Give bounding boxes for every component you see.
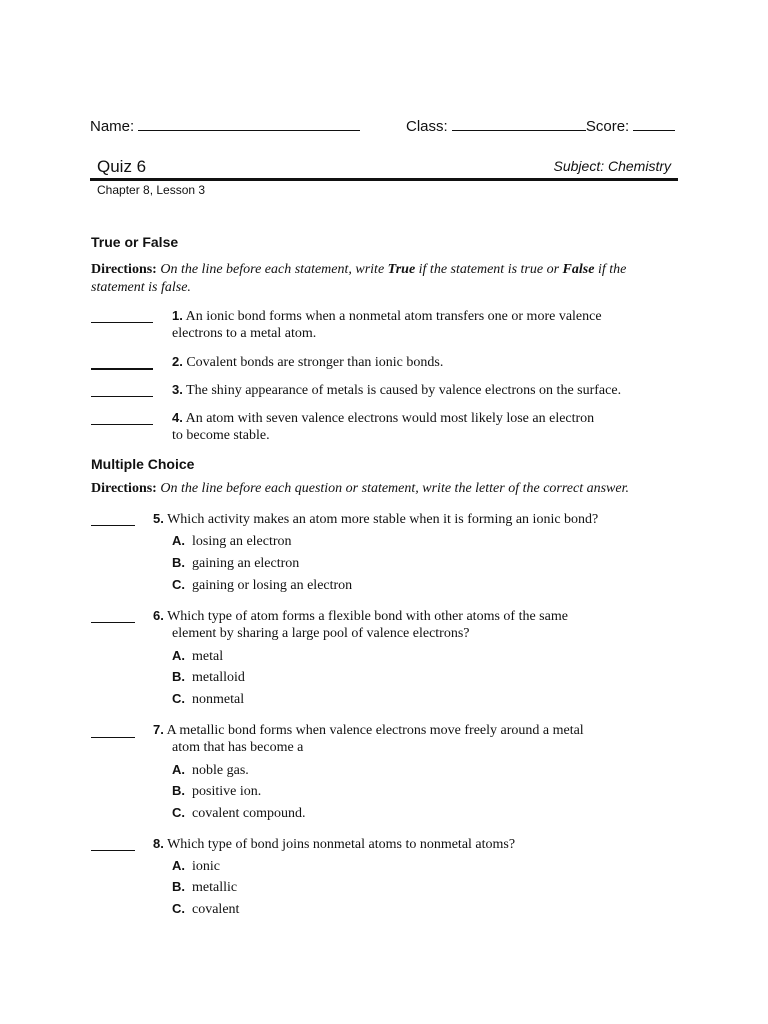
option-letter: C. — [172, 805, 185, 820]
question-text: Covalent bonds are stronger than ionic bonds. — [186, 355, 444, 370]
question-text: The shiny appearance of metals is caused by valence electrons on the surface. — [186, 383, 622, 398]
directions-lead: Directions: — [91, 481, 157, 496]
option-c — [172, 576, 352, 595]
question-6 — [153, 607, 568, 626]
question-text: Which type of atom forms a flexible bond with other atoms of the same — [167, 609, 568, 624]
option-letter: B. — [172, 783, 185, 798]
question-4 — [172, 409, 594, 428]
score-blank[interactable] — [633, 116, 675, 131]
name-field — [90, 116, 360, 135]
question-8 — [153, 835, 515, 854]
score-label: Score: — [585, 118, 630, 135]
option-text: losing an electron — [192, 534, 292, 549]
option-c — [172, 804, 306, 823]
option-b — [172, 554, 299, 573]
directions-lead: Directions: — [91, 262, 157, 277]
quiz-title: Quiz 6 — [97, 157, 147, 176]
question-5 — [153, 510, 598, 529]
answer-blank-3[interactable] — [91, 396, 153, 397]
option-letter: C. — [172, 901, 185, 916]
option-letter: B. — [172, 555, 185, 570]
question-7-cont: atom that has become a — [172, 740, 304, 755]
directions-text: On the line before each question or statement, write the letter of the correct answer. — [156, 481, 629, 496]
true-false-heading: True or False — [91, 234, 179, 250]
option-text: ionic — [192, 859, 220, 874]
option-text: gaining or losing an electron — [192, 578, 353, 593]
directions-true-word: True — [387, 262, 416, 277]
option-letter: A. — [172, 648, 185, 663]
question-number: 5. — [153, 511, 164, 526]
title-rule — [90, 178, 678, 181]
class-label: Class: — [406, 118, 448, 135]
chapter-label: Chapter 8, Lesson 3 — [97, 183, 206, 197]
option-a — [172, 857, 220, 876]
directions-part-2: if the statement is true or — [415, 262, 563, 277]
option-text: nonmetal — [192, 692, 245, 707]
question-number: 8. — [153, 836, 164, 851]
option-text: metal — [192, 649, 224, 664]
question-number: 1. — [172, 308, 183, 323]
multiple-choice-heading: Multiple Choice — [91, 456, 195, 472]
directions-part-1: On the line before each statement, write — [156, 262, 388, 277]
question-text: A metallic bond forms when valence electrons move freely around a metal — [166, 723, 584, 738]
option-letter: C. — [172, 691, 185, 706]
question-3 — [172, 381, 621, 400]
option-letter: B. — [172, 879, 185, 894]
option-c — [172, 690, 244, 709]
answer-blank-6[interactable] — [91, 622, 135, 623]
option-c — [172, 900, 239, 919]
option-b — [172, 668, 245, 687]
question-text: An ionic bond forms when a nonmetal atom transfers one or more valence — [185, 309, 602, 324]
question-number: 3. — [172, 382, 183, 397]
question-7 — [153, 721, 584, 740]
question-number: 2. — [172, 354, 183, 369]
question-text: An atom with seven valence electrons would most likely lose an electron — [185, 411, 595, 426]
option-a — [172, 647, 223, 666]
name-label: Name: — [90, 118, 135, 135]
option-letter: C. — [172, 577, 185, 592]
directions-false-word: False — [562, 262, 595, 277]
directions-part-3: if the statement is false. — [91, 262, 627, 295]
question-2 — [172, 353, 443, 372]
option-letter: A. — [172, 762, 185, 777]
question-1 — [172, 307, 602, 326]
option-text: metalloid — [192, 670, 245, 685]
option-text: positive ion. — [192, 784, 262, 799]
option-b — [172, 878, 237, 897]
option-text: covalent compound. — [192, 806, 306, 821]
question-6-cont: element by sharing a large pool of valence electrons? — [172, 626, 470, 641]
name-blank[interactable] — [138, 116, 360, 131]
question-number: 4. — [172, 410, 183, 425]
class-blank[interactable] — [452, 116, 586, 131]
answer-blank-8[interactable] — [91, 850, 135, 851]
question-4-cont: to become stable. — [172, 428, 270, 443]
answer-blank-5[interactable] — [91, 525, 135, 526]
question-1-cont: electrons to a metal atom. — [172, 326, 317, 341]
question-number: 7. — [153, 722, 164, 737]
option-text: gaining an electron — [192, 556, 300, 571]
option-letter: A. — [172, 533, 185, 548]
answer-blank-7[interactable] — [91, 737, 135, 738]
option-a — [172, 761, 249, 780]
option-text: covalent — [192, 902, 240, 917]
option-text: metallic — [192, 880, 238, 895]
option-letter: B. — [172, 669, 185, 684]
option-letter: A. — [172, 858, 185, 873]
answer-blank-2[interactable] — [91, 368, 153, 370]
class-field — [406, 116, 675, 135]
question-text: Which activity makes an atom more stable when it is forming an ionic bond? — [167, 512, 599, 527]
option-text: noble gas. — [192, 763, 249, 778]
option-b — [172, 782, 261, 801]
true-false-directions — [91, 261, 681, 297]
question-number: 6. — [153, 608, 164, 623]
answer-blank-4[interactable] — [91, 424, 153, 425]
multiple-choice-directions — [91, 480, 681, 498]
option-a — [172, 532, 292, 551]
question-text: Which type of bond joins nonmetal atoms to nonmetal atoms? — [167, 837, 516, 852]
subject-label: Subject: Chemistry — [553, 158, 671, 174]
answer-blank-1[interactable] — [91, 322, 153, 323]
